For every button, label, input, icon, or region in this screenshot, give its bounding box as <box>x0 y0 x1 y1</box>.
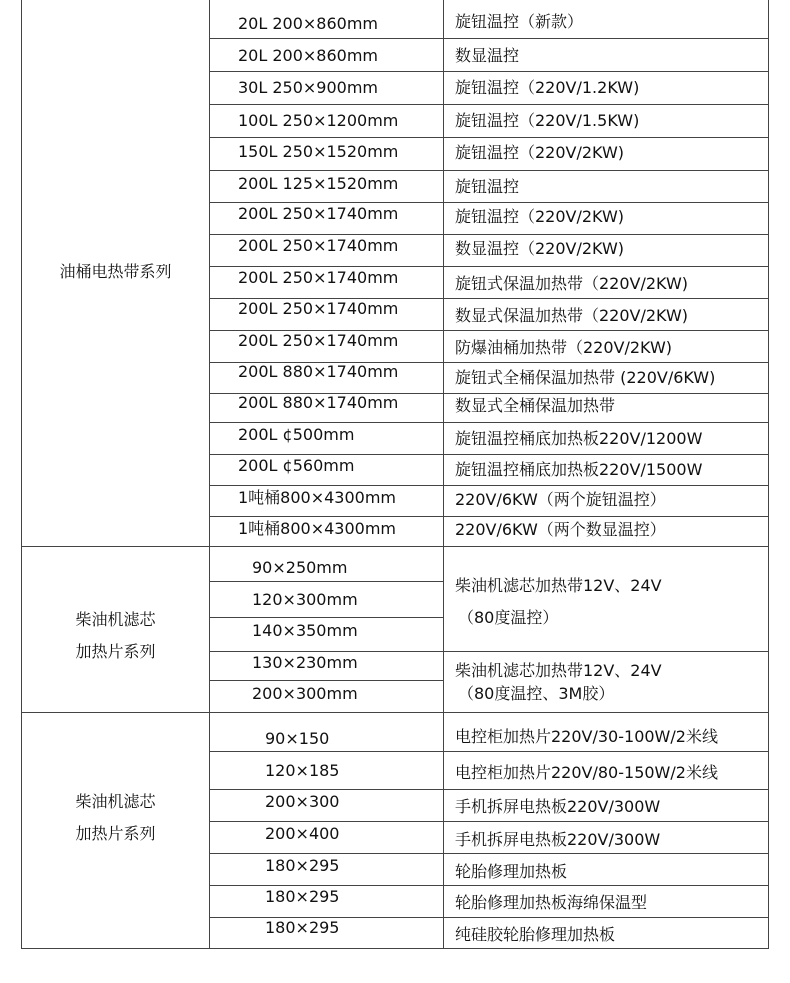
size-cell: 200L 250×1740mm <box>238 299 399 318</box>
category-label: 加热片系列 <box>75 824 156 843</box>
size-cell: 200L 250×1740mm <box>238 236 399 255</box>
desc-cell: 220V/6KW（两个数显温控） <box>455 520 666 539</box>
desc-cell: 纯硅胶轮胎修理加热板 <box>455 925 616 944</box>
desc-cell: 手机拆屏电热板220V/300W <box>455 830 661 849</box>
size-cell: 200L 250×1740mm <box>238 331 399 350</box>
size-cell: 200L 880×1740mm <box>238 393 399 412</box>
size-cell: 200L 125×1520mm <box>238 174 399 193</box>
desc-cell: （80度温控） <box>458 608 559 627</box>
desc-cell: 旋钮温控桶底加热板220V/1200W <box>455 429 703 448</box>
size-cell: 150L 250×1520mm <box>238 142 399 161</box>
desc-cell: 旋钮温控（新款） <box>455 12 584 31</box>
desc-cell: 旋钮温控（220V/1.2KW) <box>455 78 640 97</box>
size-cell: 90×250mm <box>252 558 348 577</box>
desc-cell: 旋钮式全桶保温加热带 (220V/6KW) <box>455 368 716 387</box>
desc-cell: 旋钮式保温加热带（220V/2KW) <box>455 274 689 293</box>
desc-cell: 旋钮温控桶底加热板220V/1500W <box>455 460 703 479</box>
size-cell: 180×295 <box>265 856 340 875</box>
size-cell: 200L 250×1740mm <box>238 204 399 223</box>
category-label: 加热片系列 <box>75 642 156 661</box>
desc-cell: 电控柜加热片220V/30-100W/2米线 <box>455 727 718 746</box>
col-divider-2 <box>443 0 444 948</box>
desc-cell: （80度温控、3M胶） <box>458 684 615 703</box>
size-cell: 90×150 <box>265 729 330 748</box>
category-label: 柴油机滤芯 <box>75 792 156 811</box>
size-cell: 1吨桶800×4300mm <box>238 519 397 538</box>
desc-cell: 旋钮温控 <box>455 177 520 196</box>
desc-cell: 数显式保温加热带（220V/2KW) <box>455 306 689 325</box>
size-cell: 200L ¢560mm <box>238 456 355 475</box>
col-divider-1 <box>209 0 210 948</box>
size-cell: 140×350mm <box>252 621 358 640</box>
size-cell: 100L 250×1200mm <box>238 111 399 130</box>
size-cell: 1吨桶800×4300mm <box>238 488 397 507</box>
desc-cell: 轮胎修理加热板 <box>455 862 568 881</box>
size-cell: 30L 250×900mm <box>238 78 379 97</box>
desc-cell: 防爆油桶加热带（220V/2KW) <box>455 338 673 357</box>
size-cell: 20L 200×860mm <box>238 46 379 65</box>
size-cell: 20L 200×860mm <box>238 14 379 33</box>
desc-cell: 旋钮温控（220V/1.5KW) <box>455 111 640 130</box>
size-cell: 180×295 <box>265 918 340 937</box>
product-spec-table <box>21 0 769 949</box>
desc-cell: 轮胎修理加热板海绵保温型 <box>455 893 648 912</box>
desc-cell: 柴油机滤芯加热带12V、24V <box>455 576 662 595</box>
desc-cell: 旋钮温控（220V/2KW) <box>455 143 625 162</box>
size-cell: 200×400 <box>265 824 340 843</box>
size-cell: 200L 880×1740mm <box>238 362 399 381</box>
size-cell: 200×300 <box>265 792 340 811</box>
desc-cell: 数显式全桶保温加热带 <box>455 396 616 415</box>
size-cell: 120×185 <box>265 761 340 780</box>
size-cell: 200×300mm <box>252 684 358 703</box>
desc-cell: 柴油机滤芯加热带12V、24V <box>455 661 662 680</box>
category-label: 柴油机滤芯 <box>75 610 156 629</box>
category-label: 油桶电热带系列 <box>59 262 172 281</box>
desc-cell: 手机拆屏电热板220V/300W <box>455 797 661 816</box>
size-cell: 200L 250×1740mm <box>238 268 399 287</box>
desc-cell: 旋钮温控（220V/2KW) <box>455 207 625 226</box>
desc-cell: 电控柜加热片220V/80-150W/2米线 <box>455 763 718 782</box>
desc-cell: 数显温控（220V/2KW) <box>455 239 625 258</box>
size-cell: 130×230mm <box>252 653 358 672</box>
size-cell: 120×300mm <box>252 590 358 609</box>
size-cell: 180×295 <box>265 887 340 906</box>
desc-cell: 220V/6KW（两个旋钮温控） <box>455 490 666 509</box>
desc-cell: 数显温控 <box>455 46 520 65</box>
size-cell: 200L ¢500mm <box>238 425 355 444</box>
